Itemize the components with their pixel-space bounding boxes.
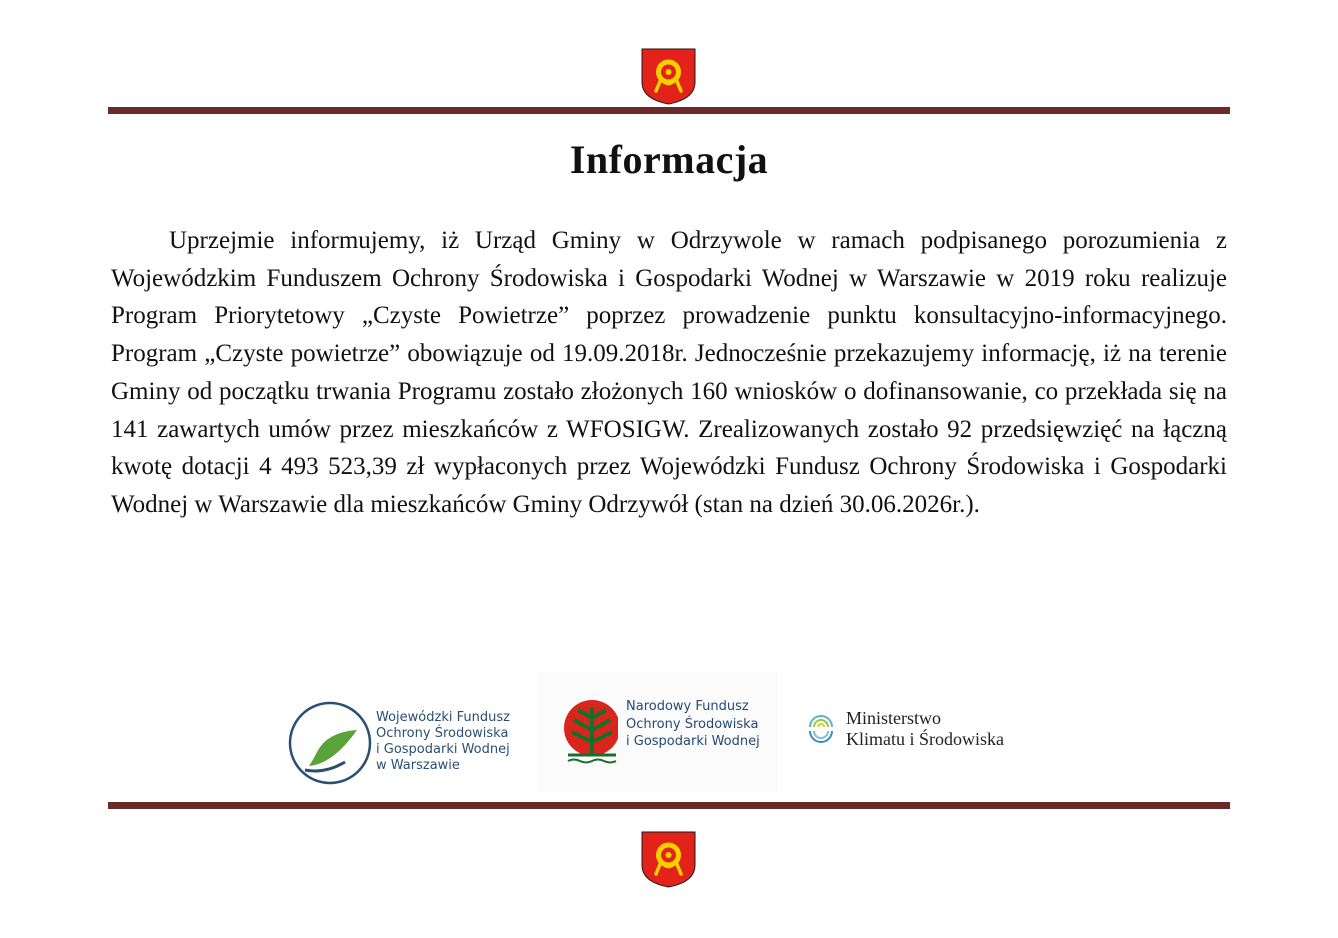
ministry-logo bbox=[806, 705, 1046, 755]
coat-of-arms-icon bbox=[641, 831, 696, 888]
nfosigw-line-2: Ochrony Środowiska bbox=[626, 716, 759, 732]
wfosigw-line-2: Ochrony Środowiska bbox=[376, 726, 509, 741]
ministry-swirl-icon bbox=[806, 707, 836, 749]
bottom-divider bbox=[108, 802, 1230, 809]
nfosigw-line-3: i Gospodarki Wodnej bbox=[626, 734, 760, 749]
top-divider bbox=[108, 107, 1230, 114]
wfosigw-line-3: i Gospodarki Wodnej bbox=[376, 742, 510, 757]
document-paragraph: Uprzejmie informujemy, iż Urząd Gminy w Odrzywole w ramach podpisanego porozumienia z Wojewódzkim Funduszem Ochrony Środowiska i Gospodarki Wodnej w Warszawie w 2019 roku realizuje Program Priorytetowy „Czyste Powietrze” poprzez prowadzenie punktu konsultacyjno-informacyjnego. Program „Czyste powietrze” obowiązuje od 19.09.2018r. Jednocześnie przekazujemy informację, iż na terenie Gminy od początku trwania Programu zostało złożonych 160 wniosków o dofinansowanie, co przekłada się na 141 zawartych umów przez mieszkańców z WFOSIGW. Zrealizowanych zostało 92 przedsięwzięć na łączną kwotę dotacji 4 493 523,39 zł wypłaconych przez Wojewódzki Fundusz Ochrony Środowiska i Gospodarki Wodnej w Warszawie dla mieszkańców Gminy Odrzywół (stan na dzień 30.06.2026r.). bbox=[111, 227, 1227, 518]
wfosigw-leaf-icon bbox=[287, 700, 373, 785]
wfosigw-line-4: w Warszawie bbox=[376, 758, 460, 773]
ministry-line-2: Klimatu i Środowiska bbox=[846, 729, 1004, 749]
coat-of-arms-icon bbox=[641, 48, 696, 105]
nfosigw-line-1: Narodowy Fundusz bbox=[626, 699, 749, 714]
ministry-line-1: Ministerstwo bbox=[846, 708, 942, 728]
nfosigw-logo bbox=[538, 672, 778, 792]
nfosigw-emblem-icon bbox=[538, 672, 618, 792]
wfosigw-line-1: Wojewódzki Fundusz bbox=[376, 710, 510, 725]
wfosigw-logo bbox=[287, 700, 532, 785]
document-title: Informacja bbox=[569, 137, 769, 182]
